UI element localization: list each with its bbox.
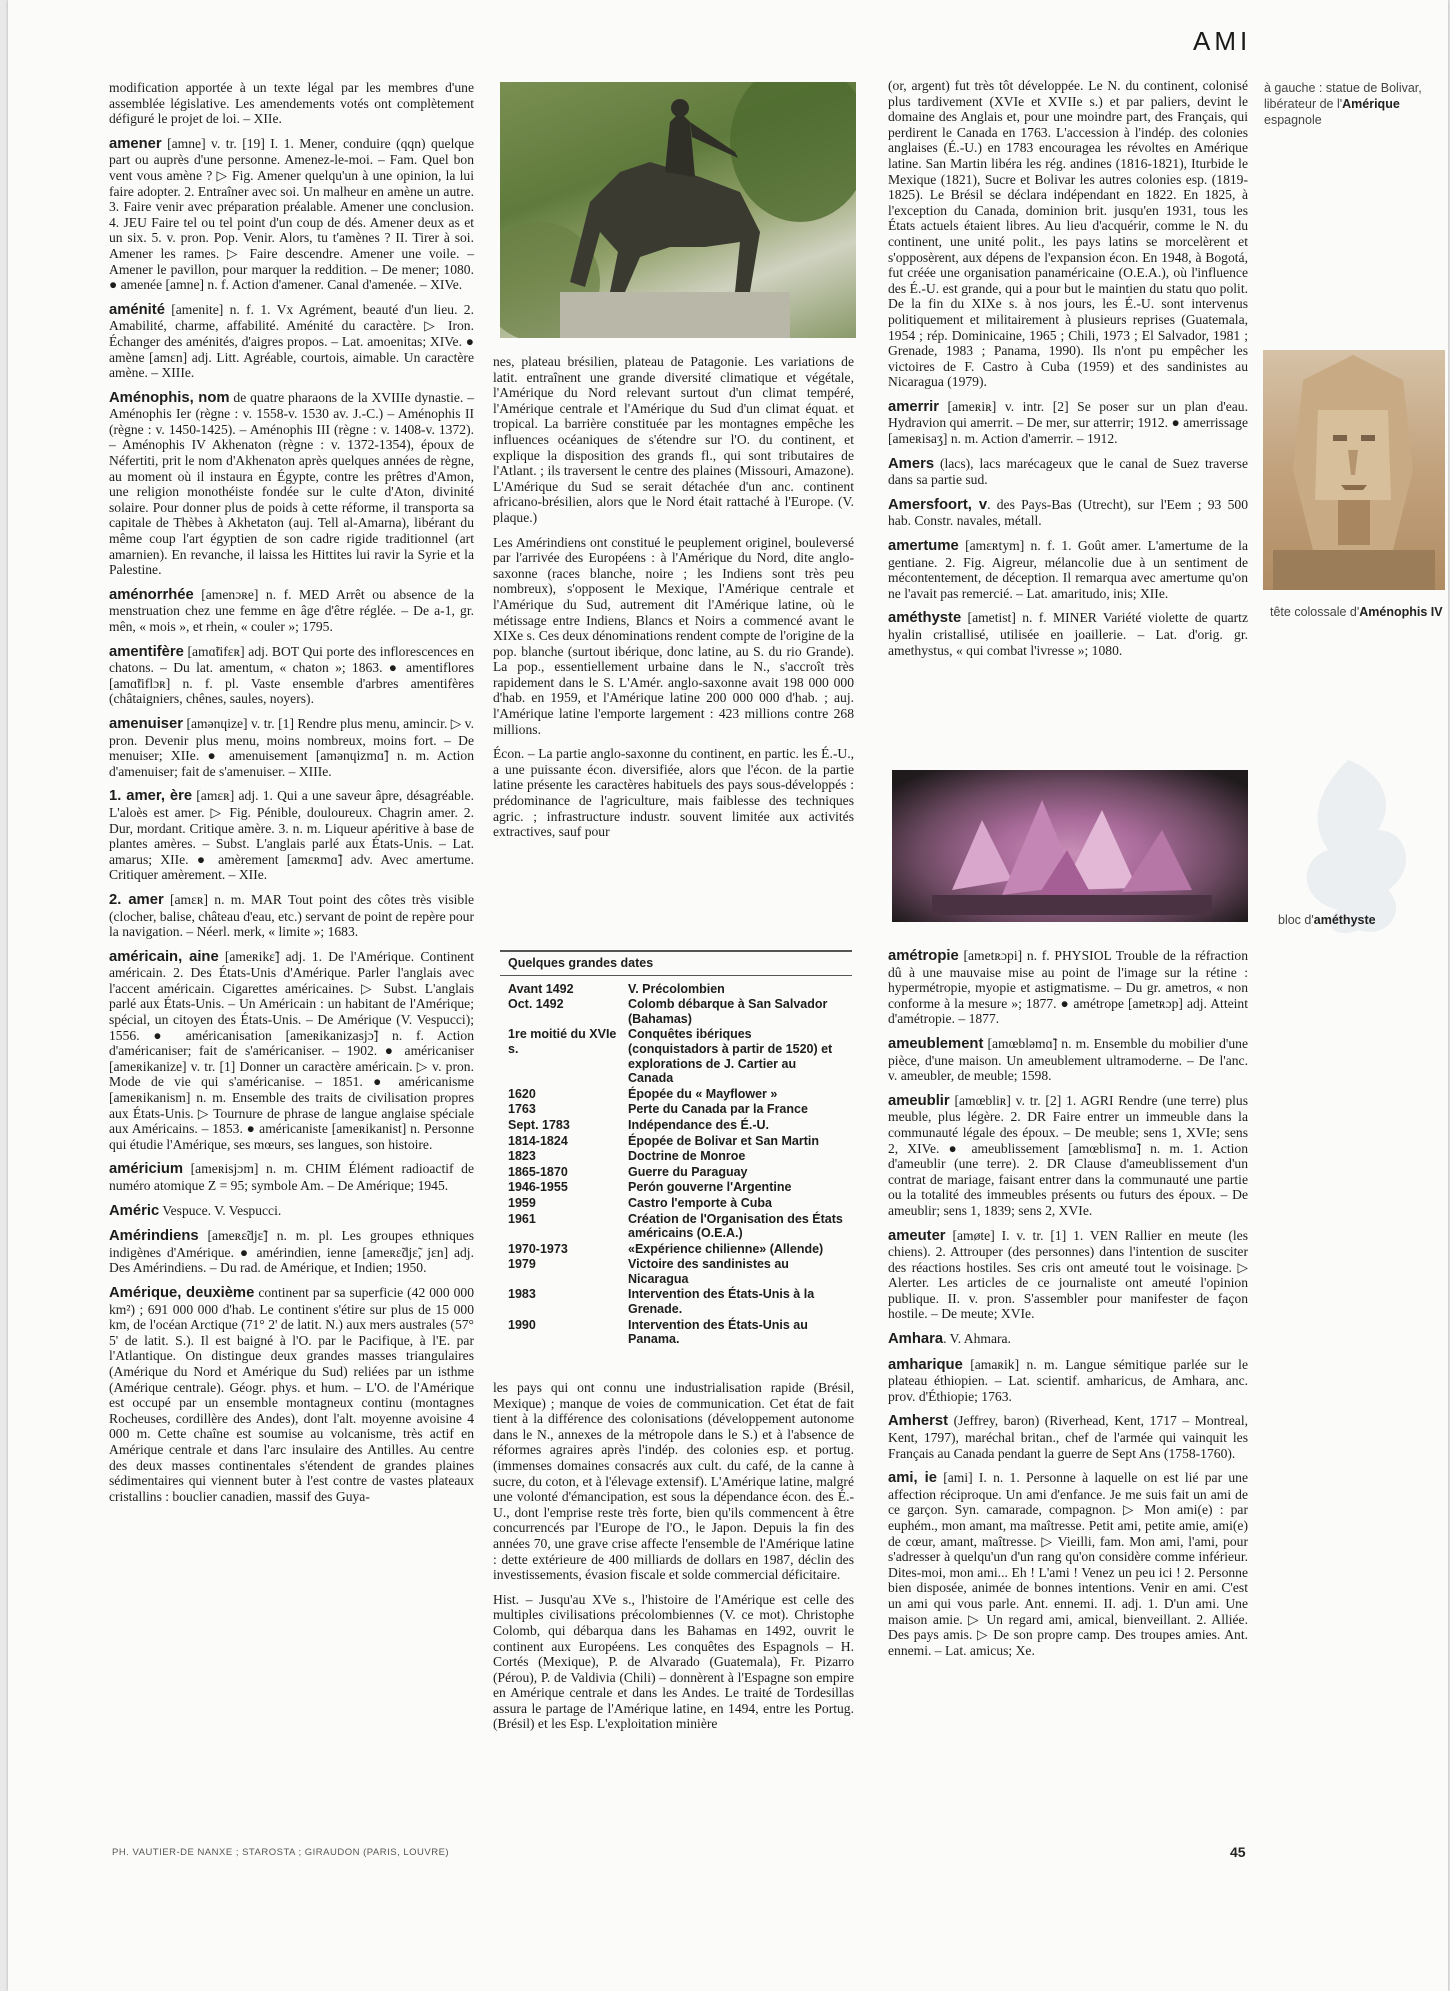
headword: américain, aine [109, 948, 219, 965]
headword: amenuiser [109, 715, 184, 732]
headword: Amhara [888, 1331, 944, 1348]
dictionary-entry: ameuter [amøte] I. v. tr. [1] 1. VEN Rallier en meute (les chiens). 2. Attrouper (des personnes) dans l'intention de susciter des réactions hostiles. Ses cris ont ameuté tout le voisinage. ▷ Alerter. Les articles de ce journaliste ont ameuté l'opinion publique. II. v. pron. S'assembler pour manifester de façon hostile. – De meute; XVIe. [888, 1227, 1248, 1322]
timeline-date: 1814-1824 [508, 1133, 568, 1148]
timeline-row [500, 1149, 852, 1165]
dictionary-entry: Amhara. V. Ahmara. [888, 1331, 1011, 1348]
dictionary-entry: Amérindiens [ameʀɛ̃djɛ̃] n. m. pl. Les groupes ethniques indigènes d'Amérique. ● amérindien, ienne [ameʀɛ̃djɛ̃, jɛn] adj. Des Amérindiens. – Du rad. de Amérique, et Indien; 1950. [109, 1228, 474, 1276]
timeline-date: 1961 [508, 1211, 536, 1226]
headword: Amérindiens [109, 1228, 199, 1245]
dictionary-entry: (or, argent) fut très tôt développée. Le N. du continent, colonisé plus tardivement (XVIe et XVIIe s.) et par paliers, devint le domaine des Anglais et, pour une moindre part, des Français, qui perdirent le Canada en 1763. L'accession à l'indép. des colonies anglaises (É.-U.) en 1783 encouragea les révoltes en Amérique latine. San Martin libéra les rég. andines (1816-1821), Iturbide le Mexique (1821), Sucre et Bolivar les autres colonies esp. (1819-1825). Le Brésil se déclara indépendant en 1822. En 1825, à l'exception du Canada, dominion brit. jusqu'en 1931, tous les États actuels étaient libres. Au lieu d'acquérir, comme le N. du continent, une unité polit., les pays latins se morcelèrent et s'opposèrent, aux dépens de l'expansion écon. En 1948, à Bogotá, fut créée une organisation panaméricaine (O.E.A.), où l'influence des É.-U. est grande, qui a pour but le maintien du statu quo polit. De la fin du XIXe s. à nos jours, les É.-U. sont intervenus politiquement et militairement à plusieurs reprises (Guatemala, 1954 ; rép. Dominicaine, 1965 ; Chili, 1973 ; El Salvador, 1981 ; Grenade, 1983 ; Panama, 1990). Ils n'ont pu empêcher les victoires de F. Castro à Cuba (1959) et des sandinistes au Nicaragua (1979). [888, 78, 1248, 390]
timeline-row [500, 982, 852, 998]
timeline-row [500, 1242, 852, 1258]
headword: américium [109, 1161, 184, 1178]
timeline-event: Création de l'Organisation des États américains (O.E.A.) [628, 1211, 843, 1241]
article-paragraph: Les Amérindiens ont constitué le peuplement originel, bouleversé par l'arrivée des Européens : à l'Amérique du Nord, dite anglo-saxonne (races blanche, noire ; les Indiens sont très peu nombreux), s'opposent le Mexique, l'Amérique centrale et l'Amérique du Sud, autrement dit l'Amérique latine, où le métissage entre Indiens, Blancs et Noirs a commencé avant le XIXe s. Ces deux dénominations rendent compte de l'origine de la pop. blanche (surtout ibérique, donc latine, au S. du rio Grande). La pop., essentiellement urbaine dans le N., s'accroît très rapidement dans le S. L'Amér. anglo-saxonne avait 198 000 000 d'hab. en 1959, et l'Amérique latine 200 000 000 d'hab. ; auj. l'Amérique latine l'emporte largement : 423 millions contre 268 millions. [493, 534, 854, 737]
timeline-row [500, 1165, 852, 1181]
timeline-date: 1620 [508, 1086, 536, 1101]
headword: amharique [888, 1356, 963, 1373]
timeline-row [500, 1102, 852, 1118]
timeline-event: V. Précolombien [628, 981, 725, 996]
dictionary-entry: amharique [amaʀik] n. m. Langue sémitique parlée sur le plateau éthiopien. – Lat. scientif. amharicus, de Amhara, anc. prov. d'Éthiopie; 1763. [888, 1356, 1248, 1404]
timeline-row [500, 1257, 852, 1287]
headword: Amersfoort, v [888, 496, 988, 513]
headword: aménité [109, 301, 165, 318]
dictionary-entry: amentifère [amɑ̃tifɛʀ] adj. BOT Qui porte des inflorescences en chatons. – Du lat. amentum, « chaton »; 1863. ● amentiflores [amɑ̃tiflɔʀ] n. f. pl. Vaste ensemble d'arbres amentifères (châtaigniers, chênes, saules, noyers). [109, 643, 474, 707]
timeline-event: Perón gouverne l'Argentine [628, 1180, 792, 1195]
timeline-event: Doctrine de Monroe [628, 1149, 746, 1164]
timeline-row [500, 1196, 852, 1212]
dictionary-entry: Amherst (Jeffrey, baron) (Riverhead, Kent, 1717 – Montreal, Kent, 1797), maréchal britan., chef de l'armée qui vainquit les Français au Canada pendant la guerre de Sept Ans (1758-1760). [888, 1413, 1248, 1461]
dictionary-entry: améthyste [ametist] n. f. MINER Variété violette de quartz hyalin cristallisé, utilisée en joaillerie. – Lat. d'orig. gr. amethystus, « qui combat l'ivresse »; 1080. [888, 610, 1248, 658]
amethyst-caption [1278, 912, 1448, 928]
dictionary-entry: modification apportée à un texte légal par les membres d'une assemblée législative. Les amendements votés ont complètement défiguré le projet de loi. – XIIe. [109, 80, 474, 127]
headword: Amérique, deuxième [109, 1284, 255, 1301]
timeline-event: Épopée du « Mayflower » [628, 1086, 778, 1101]
dictionary-entry: aménorrhée [amenɔʀe] n. f. MED Arrêt ou absence de la menstruation chez une femme en âge d'être réglée. – De a-1, gr. mên, « mois », et rhein, « couler »; 1795. [109, 586, 474, 634]
dictionary-entry: amener [amne] v. tr. [19] I. 1. Mener, conduire (qqn) quelque part ou auprès d'une personne. Amenez-le-moi. – Fam. Quel bon vent vous amène ? ▷ Fig. Amener quelqu'un à une opinion, la lui faire adopter. 2. Entraîner avec soi. Un malheur en amène un autre. 3. Faire venir avec préparation préalable. Amener une conclusion. 4. JEU Faire tel ou tel point d'un coup de dés. Amener deux as et un six. 5. v. pron. Pop. Venir. Alors, tu t'amènes ? II. Tirer à soi. Amener les rames. ▷ Faire descendre. Amener une voile. – Amener le pavillon, pour marquer la reddition. – De mener; 1080. ● amenée [amne] n. f. Action d'amener. Canal d'amenée. – XIVe. [109, 135, 474, 293]
dictionary-entry: 2. amer [amɛʀ] n. m. MAR Tout point des côtes très visible (clocher, balise, château d'eau, etc.) servant de point de repère pour la navigation. – Néerl. merk, « limite »; 1683. [109, 891, 474, 940]
headword: Amherst [888, 1413, 949, 1430]
timeline-row [500, 1118, 852, 1134]
headword: amentifère [109, 643, 184, 660]
timeline-rows [500, 982, 852, 1348]
headword: ameuter [888, 1227, 946, 1244]
timeline-event: Perte du Canada par la France [628, 1102, 808, 1117]
timeline-date: 1823 [508, 1149, 536, 1164]
timeline-date: 1946-1955 [508, 1180, 568, 1195]
timeline-date: 1763 [508, 1102, 536, 1117]
dictionary-entry: ameublir [amœbliʀ] v. tr. [2] 1. AGRI Rendre (une terre) plus meuble, plus légère. 2. DR Faire entrer un immeuble dans la communauté légale des époux. – De meuble; sens 1, XVIe; sens 2, XIVe. ● ameublissement [amœblismɑ̃] n. m. 1. Action d'ameublir (une terre). 2. DR Clause d'ameublissement d'un contrat de mariage, faisant entrer dans la communauté une partie ou la totalité des immeubles présents ou futurs des époux. – De ameublir; sens 1, 1839; sens 2, XVIe. [888, 1092, 1248, 1218]
headword: améthyste [888, 610, 962, 627]
amethyst-photo [892, 770, 1248, 922]
headword: ameublement [888, 1035, 984, 1052]
pharaoh-caption-bold: Aménophis IV [1359, 605, 1443, 619]
running-head: AMI [1193, 26, 1252, 56]
column-3-bottom [888, 948, 1248, 1667]
headword: 1. amer, ère [109, 788, 193, 805]
pharaoh-caption-text: tête colossale d' [1270, 605, 1360, 619]
statue-caption-end: espagnole [1264, 113, 1322, 127]
timeline-date: 1979 [508, 1257, 536, 1272]
timeline-event: «Expérience chilienne» (Allende) [628, 1241, 824, 1256]
dictionary-entry: Améric Vespuce. V. Vespucci. [109, 1202, 282, 1219]
dictionary-entry: ami, ie [ami] I. n. 1. Personne à laquelle on est lié par une affection réciproque. Un ami d'enfance. Je me suis fait un ami de ce garçon. Syn. camarade, compagnon. ▷ Mon ami(e) : par euphém., mon amant, ma maîtresse. Petit ami, petite amie, ami(e) de cœur, amant, maîtresse. ▷ Vieilli, fam. Mon ami, l'ami, pour s'adresser à quelqu'un d'un rang qu'on considère comme inférieur. Dites-moi, mon ami... Eh ! L'ami ! Venez un peu ici ! 2. Personne bien disposée, animée de bonnes intentions. Venir en ami. C'est un ami qui vous parle. Ant. ennemi. II. adj. 1. D'un ami. Une maison amie. ▷ Un regard ami, amical, bienveillant. 2. Alliée. Des pays amis. ▷ De son propre camp. Des troupes amies. Ant. ennemi. – Lat. amicus; Xe. [888, 1470, 1249, 1658]
timeline-row [500, 1134, 852, 1150]
timeline-date: 1re moitié du XVIe s. [508, 1027, 617, 1056]
dictionary-entry: amenuiser [amənɥize] v. tr. [1] Rendre plus menu, amincir. ▷ v. pron. Devenir plus menu, moins nombreux, moins fort. – De menuiser; XIIe. ● amenuisement [amənɥizmɑ̃] n. m. Action d'amenuiser; fait de s'amenuiser. – XIIIe. [109, 715, 474, 779]
amenophis-head-photo [1263, 350, 1445, 590]
timeline-event: Intervention des États-Unis à la Grenade. [628, 1287, 815, 1317]
dictionary-entry: américain, aine [ameʀikɛ̃] adj. 1. De l'Amérique. Continent américain. 2. Des États-Unis d'Amérique. Parler l'anglais avec l'accent américain. Cigarettes américaines. ▷ Subst. L'anglais parlé aux États-Unis. – Un Américain : un habitant de l'Amérique; spécial, un citoyen des États-Unis. – De Amérique (V. Vespucci); 1556. ● américanisation [ameʀikanizasjɔ̃] n. f. Action d'américaniser; fait de s'américaniser. – 1902. ● américaniser [ameʀikanize] v. tr. [1] Donner un caractère américain. ▷ v. pron. Mode de vie qui s'américanise. – 1851. ● américanisme [ameʀikanism] n. m. Ensemble des traits de civilisation propres aux États-Unis. ▷ Tournure de phrase de langue anglaise spéciale aux Américains. – 1853. ● américaniste [ameʀikanist] n. Personne qui étudie l'Amérique, ses mœurs, ses langues, son histoire. [109, 948, 474, 1152]
timeline-row [500, 1087, 852, 1103]
pharaoh-head-illustration [1263, 350, 1445, 590]
statue-caption-text: à gauche : statue de Bolivar, libérateur de l' [1264, 81, 1422, 111]
headword: Améric [109, 1202, 160, 1219]
dictionary-entry: Aménophis, nom de quatre pharaons de la XVIIIe dynastie. – Aménophis Ier (règne : v. 1558-v. 1530 av. J.-C.) – Aménophis II (règne : v. 1450-1425). – Aménophis III (règne : v. 1408-v. 1372). – Aménophis IV Akhenaton (règne : v. 1372-1354), époux de Néfertiti, prit le nom d'Akhenaton après quelques années de règne, au moment où il instaura en Égypte, contre les prêtres d'Amon, une religion monothéiste fondée sur le culte d'Aton, divinité solaire. Pour donner plus de poids à cette réforme, il transporta sa capitale de Thèbes à Akhetaton (auj. Tell al-Amarna), libérant du même coup l'art égyptien de son cadre rigide traditionnel (art amarnien). En revanche, il laissa les Hittites lui ravir la Syrie et la Palestine. [109, 389, 474, 578]
article-paragraph: nes, plateau brésilien, plateau de Patagonie. Les variations de latit. entraînent une grande diversité climatique et végétale, l'Amérique du Nord relevant surtout d'un climat tempéré, l'Amérique centrale et l'Amérique du Sud d'un climat équat. et tropical. La barrière constituée par les montagnes empêche les influences océaniques de s'étendre sur l'O. du continent, et explique la disposition des grands fl., qui sont tributaires de l'Atlant. ; ils traversent le centre des plaines (Missouri, Amazone). L'Amérique du Sud se serait détachée d'un anc. continent africano-brésilien, alors que le Nord était rattaché à l'Europe. (V. plaque.) [493, 354, 854, 525]
timeline-event: Colomb débarque à San Salvador (Bahamas) [628, 997, 828, 1026]
statue-caption-bold: Amérique [1342, 97, 1400, 111]
amethyst-illustration [892, 770, 1248, 922]
dictionary-entry: aménité [amenite] n. f. 1. Vx Agrément, beauté d'un lieu. 2. Amabilité, charme, affabilité. Aménité du caractère. ▷ Iron. Échanger des aménités, d'aigres propos. – Lat. amoenitas; XIVe. ● amène [amɛn] adj. Litt. Agréable, courtois, aimable. Un caractère amène. – XIIIe. [109, 301, 474, 381]
headword: Aménophis, nom [109, 389, 230, 406]
timeline-row [500, 1287, 852, 1317]
dictionary-entry: Amérique, deuxième continent par sa superficie (42 000 000 km²) ; 691 000 000 d'hab. Le continent s'étire sur plus de 15 000 km, de l'océan Arctique (71° 2' de latit. N.) aux mers australes (57° 5' de latit. S.). Il est baigné à l'O. par le Pacifique, à l'E. par l'Atlantique. On distingue deux grandes masses triangulaires (Amérique du Nord et Amérique du Sud) reliées par un isthme (Amérique centrale). Géogr. phys. et hum. – L'O. de l'Amérique est occupé par un ensemble montagneux continu (montagnes Rocheuses, cordillère des Andes), dont l'alt. moyenne avoisine 4 000 m. Cette chaîne est soumise au volcanisme, très actif en Amérique centrale et dans l'arc insulaire des Antilles. Au centre des deux masses continentales s'étendent de grandes plaines sédimentaires qui viennent buter à l'est contre de vastes plateaux cristallins : bouclier canadien, massif des Guya- [109, 1284, 474, 1504]
column-2-bottom [493, 1380, 854, 1741]
timeline-event: Intervention des États-Unis au Panama. [628, 1317, 808, 1347]
bolivar-statue-photo [500, 82, 856, 338]
dictionary-entry: ameublement [amœbləmɑ̃] n. m. Ensemble du mobilier d'une pièce, d'une maison. Un ameublement ultramoderne. – De l'anc. v. ameubler, de meuble; 1598. [888, 1035, 1248, 1084]
headword: amétropie [888, 948, 959, 964]
timeline-date: 1865-1870 [508, 1164, 568, 1179]
page-number: 45 [1230, 1844, 1246, 1860]
headword: ami, ie [888, 1470, 937, 1487]
dictionary-entry: amertume [amɛʀtym] n. f. 1. Goût amer. L'amertume de la gentiane. 2. Fig. Aigreur, mélancolie due à un sentiment de mécontentement, de déception. Il remarqua avec amertume qu'on ne l'avait pas remercié. – Lat. amaritudo, inis; XIIe. [888, 538, 1248, 601]
photo-credit: PH. VAUTIER-DE NANXE ; STAROSTA ; GIRAUDON (PARIS, LOUVRE) [112, 1847, 450, 1858]
dictionary-entry: 1. amer, ère [amɛʀ] adj. 1. Qui a une saveur âpre, désagréable. L'aloès est amer. ▷ Fig. Pénible, douloureux. Chagrin amer. 2. Dur, mordant. Critique amère. 3. n. m. Liqueur apéritive à base de plantes amères. – Subst. L'anglais parlé aux États-Unis. – Lat. amarus; XIIe. ● amèrement [amɛʀmɑ̃] adv. Avec amertume. Critiquer amèrement. – XIIe. [109, 788, 475, 883]
amethyst-caption-bold: améthyste [1313, 913, 1376, 927]
column-2-top [493, 354, 854, 849]
timeline-date: 1970-1973 [508, 1241, 568, 1256]
dictionary-entry: amétropie [ametʀɔpi] n. f. PHYSIOL Trouble de la réfraction dû à une mauvaise mise au point de l'image sur la rétine : hypermétropie, myopie et astigmatisme. – Du gr. ametros, « non conforme à la mesure »; 1877. ● amétrope [ametʀɔp] adj. Atteint d'amétropie. – 1877. [888, 948, 1248, 1027]
timeline-date: Sept. 1783 [508, 1117, 570, 1132]
headword: Amers [888, 455, 935, 472]
timeline-event: Indépendance des É.-U. [628, 1117, 770, 1132]
timeline-event: Guerre du Paraguay [628, 1164, 748, 1179]
headword: 2. amer [109, 891, 164, 908]
dictionary-entry: amerrir [ameʀiʀ] v. intr. [2] Se poser sur un plan d'eau. Hydravion qui amerrit. – De mer, sur atterrir; 1912. ● amerrissage [ameʀisaʒ] n. m. Action d'amerrir. – 1912. [888, 398, 1248, 447]
bolivar-statue-illustration [500, 82, 856, 338]
timeline-event: Épopée de Bolivar et San Martin [628, 1133, 820, 1148]
headword: aménorrhée [109, 586, 194, 603]
article-paragraph: les pays qui ont connu une industrialisation rapide (Brésil, Mexique) ; manque de voies de communication. Cet état de fait tient à la différence des colonisations (développement autonome dans le N., annexes de la métropole dans le S.) et à l'absence de réformes agraires après l'indép. des colonies esp. et portug. (immenses domaines consacrés aux cult. du café, de la canne à sucre, du coton, et à l'élevage extensif). L'Amérique latine, malgré une volonté d'émancipation, est sous la dépendance écon. des É.-U., dont l'emprise reste très forte, bien qu'ils commencent à être concurrencés par l'Europe de l'O., le Japon. Depuis la fin des années 70, une grave crise affecte l'ensemble de l'Amérique latine : dette extérieure de 400 milliards de dollars en 1987, déclin des investissements, évasion fiscale et solde commercial déficitaire. [493, 1380, 854, 1583]
statue-caption [1264, 80, 1444, 128]
headword: ameublir [888, 1092, 950, 1109]
column-1 [109, 80, 474, 1513]
timeline-row [500, 1212, 852, 1242]
timeline-row [500, 997, 852, 1027]
timeline-box [500, 950, 852, 1348]
headword: amener [109, 135, 162, 152]
timeline-date: 1983 [508, 1287, 536, 1302]
timeline-event: Castro l'emporte à Cuba [628, 1195, 772, 1210]
timeline-date: Oct. 1492 [508, 997, 564, 1012]
timeline-row [500, 1318, 852, 1348]
timeline-event: Conquêtes ibériques (conquistadors à partir de 1520) et explorations de J. Cartier au Canada [628, 1027, 833, 1086]
article-paragraph: Écon. – La partie anglo-saxonne du continent, en partic. les É.-U., a une puissante écon. diversifiée, alors que l'écon. de la partie latine présente les caractères habituels des pays sous-développés : prédominance de l'agriculture, mais faiblesse des techniques agric. ; infrastructure industr. souvent limitée aux activités extractives, sauf pour [493, 746, 854, 840]
timeline-date: Avant 1492 [508, 981, 574, 996]
article-paragraph: Hist. – Jusqu'au XVe s., l'histoire de l'Amérique est celle des multiples civilisations précolombiennes (V. ce mot). Christophe Colomb, qui débarqua dans les Bahamas en 1492, ouvrit le continent aux Européens. Les conquêtes des Espagnols – H. Cortés (Mexique), P. de Alvarado (Guatemala), Fr. Pizarro (Pérou), P. de Valdivia (Chili) – donnèrent à l'Espagne son empire en Amérique centrale et dans les Andes. Le traité de Tordesillas assura le partage de l'Amérique latine, en 1494, entre les Portug. (Brésil) et les Esp. L'exploitation minière [493, 1591, 854, 1732]
dictionary-entry: Amersfoort, v. des Pays-Bas (Utrecht), sur l'Eem ; 93 500 hab. Constr. navales, métall. [888, 496, 1249, 529]
timeline-title: Quelques grandes dates [500, 950, 852, 976]
dictionary-entry: américium [ameʀisjɔm] n. m. CHIM Élément radioactif de numéro atomique Z = 95; symbole Am. – De Amérique; 1945. [109, 1161, 474, 1193]
dictionary-entry: Amers (lacs), lacs marécageux que le canal de Suez traverse dans sa partie sud. [888, 455, 1248, 488]
column-3-top [888, 78, 1248, 667]
amethyst-caption-text: bloc d' [1278, 913, 1314, 927]
headword: amerrir [888, 398, 940, 415]
dictionary-page [8, 0, 1448, 1991]
timeline-date: 1990 [508, 1317, 536, 1332]
timeline-event: Victoire des sandinistes au Nicaragua [628, 1257, 789, 1286]
timeline-row [500, 1027, 852, 1086]
timeline-row [500, 1180, 852, 1196]
headword: amertume [888, 538, 959, 555]
timeline-date: 1959 [508, 1195, 536, 1210]
pharaoh-caption [1270, 604, 1448, 620]
